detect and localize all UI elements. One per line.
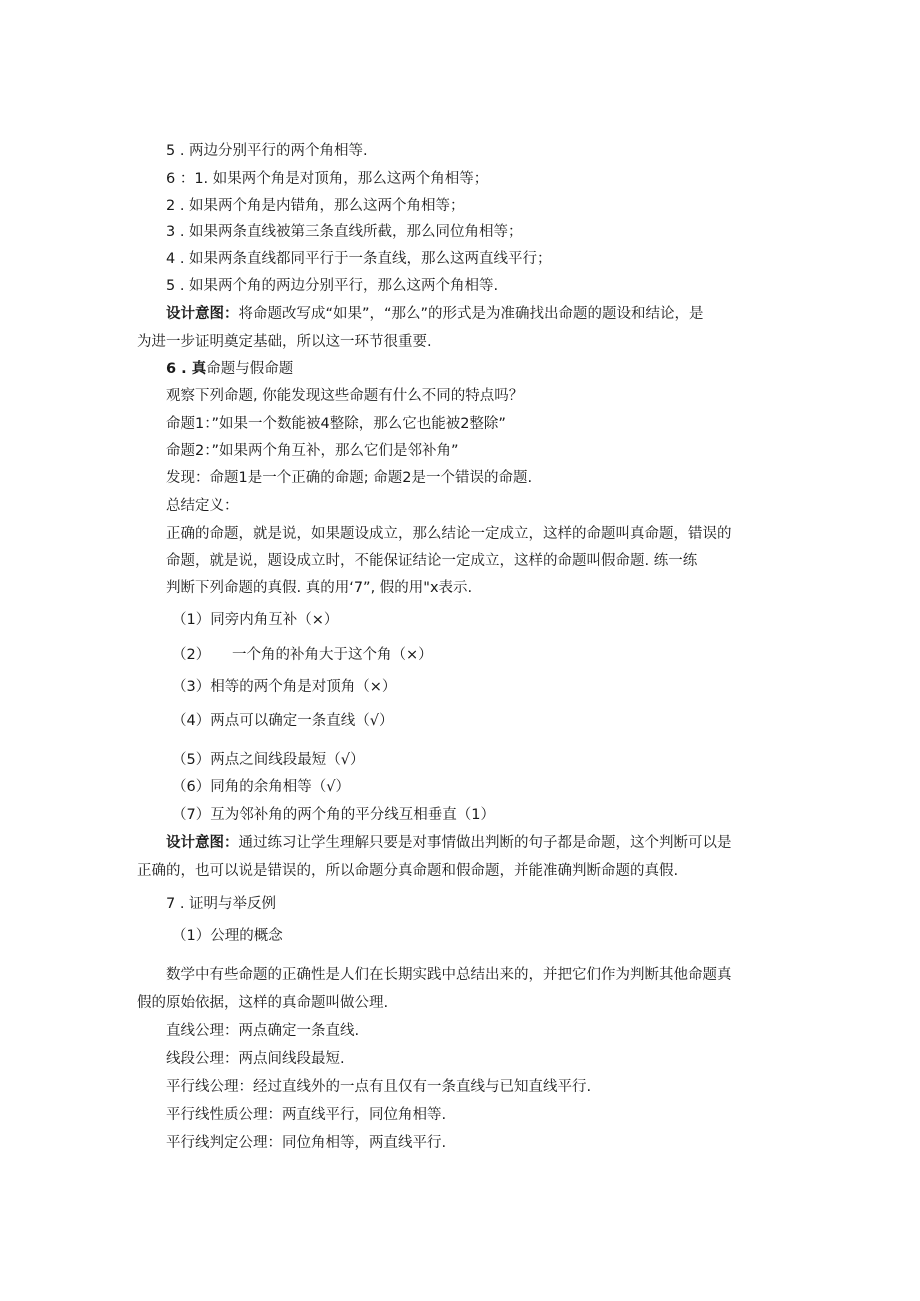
text-line: 命题2：”如果两个角互补，那么它们是邻补角” (166, 443, 459, 459)
section-heading (166, 359, 293, 379)
design-intent-paragraph (166, 833, 732, 853)
text-line: 数学中有些命题的正确性是人们在长期实践中总结出来的，并把它们作为判断其他命题真 (166, 967, 732, 983)
axiom-line: 线段公理：两点间线段最短. (166, 1051, 345, 1067)
text-line: 5 . 两边分别平行的两个角相等. (166, 143, 368, 159)
design-intent-label: 设计意图： (166, 835, 239, 851)
exercise-item: （5）两点之间线段最短（√） (172, 752, 365, 768)
axiom-line: 平行线判定公理：同位角相等，两直线平行. (166, 1135, 447, 1151)
design-intent-paragraph (166, 304, 704, 324)
text-line: 5 . 如果两个角的两边分别平行，那么这两个角相等. (166, 278, 499, 294)
text-line: 判断下列命题的真假. 真的用‘7”, 假的用"x表示. (166, 580, 473, 596)
design-intent-text: 通过练习让学生理解只要是对事情做出判断的句子都是命题，这个判断可以是 (238, 835, 732, 851)
text-line: 2 . 如果两个角是内错角，那么这两个角相等； (166, 198, 465, 214)
exercise-item: （7）互为邻补角的两个角的平分线互相垂直（1） (172, 807, 495, 823)
section-title: 命题与假命题 (206, 361, 294, 377)
axiom-line: 平行线公理：经过直线外的一点有且仅有一条直线与已知直线平行. (166, 1079, 592, 1095)
text-line: 为进一步证明奠定基础，所以这一环节很重要. (137, 334, 432, 350)
text-line: 正确的命题，就是说，如果题设成立，那么结论一定成立，这样的命题叫真命题，错误的 (166, 526, 732, 542)
exercise-item: （2） 一个角的补角大于这个角（×） (172, 647, 433, 663)
design-intent-label: 设计意图： (166, 306, 239, 322)
exercise-item: （6）同角的余角相等（√） (172, 779, 350, 795)
text-line: 3 . 如果两条直线被第三条直线所截，那么同位角相等； (166, 224, 523, 240)
text-line: 观察下列命题, 你能发现这些命题有什么不同的特点吗？ (166, 388, 524, 404)
text-line: 假的原始依据，这样的真命题叫做公理. (137, 995, 389, 1011)
text-line: 命题1：”如果一个数能被4整除，那么它也能被2整除” (166, 416, 506, 432)
section-number: 6 . 真 (166, 361, 207, 377)
exercise-item: （4）两点可以确定一条直线（√） (172, 713, 394, 729)
text-line: 总结定义： (166, 498, 239, 514)
section-heading: 7 . 证明与举反例 (166, 896, 277, 912)
text-line: 正确的，也可以说是错误的，所以命题分真命题和假命题，并能准确判断命题的真假. (137, 863, 679, 879)
design-intent-text: 将命题改写成“如果”，“那么”的形式是为准确找出命题的题设和结论，是 (238, 306, 704, 322)
text-line: 发现：命题1是一个正确的命题; 命题2是一个错误的命题. (166, 470, 533, 486)
subsection-heading: （1）公理的概念 (172, 928, 283, 944)
exercise-item: （3）相等的两个角是对顶角（×） (172, 679, 397, 695)
text-line: 命题，就是说，题设成立时，不能保证结论一定成立，这样的命题叫假命题. 练一练 (166, 553, 698, 569)
exercise-item: （1）同旁内角互补（×） (172, 612, 339, 628)
text-line: 4 . 如果两条直线都同平行于一条直线，那么这两直线平行； (166, 251, 552, 267)
axiom-line: 直线公理：两点确定一条直线. (166, 1023, 360, 1039)
axiom-line: 平行线性质公理：两直线平行，同位角相等. (166, 1107, 447, 1123)
text-line: 6 ：1. 如果两个角是对顶角，那么这两个角相等； (166, 171, 489, 187)
